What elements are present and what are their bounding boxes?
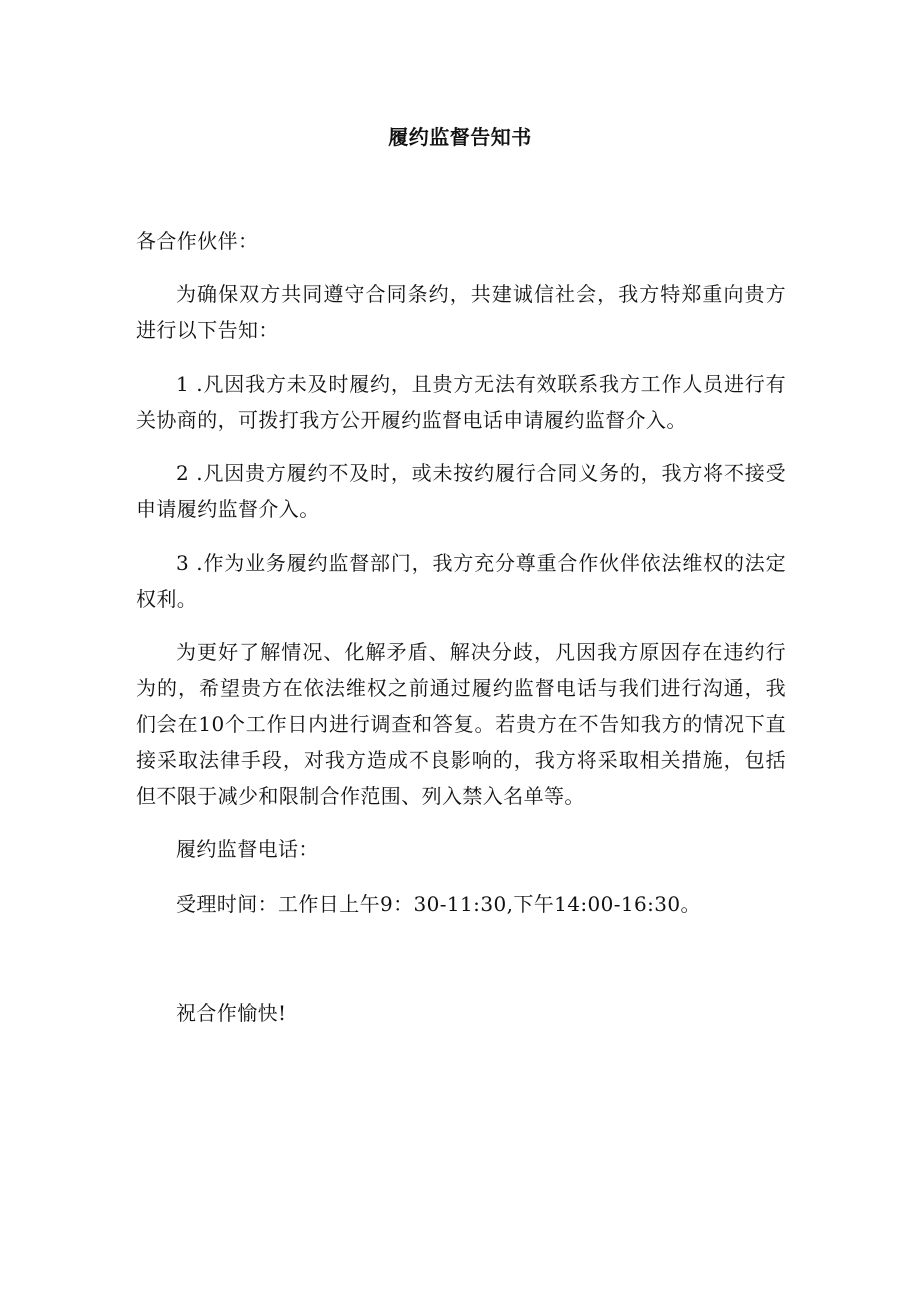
service-hours: 受理时间：工作日上午9：30-11:30,下午14:00-16:30。 [176, 892, 701, 916]
main-paragraph: 为更好了解情况、化解矛盾、解决分歧，凡因我方原因存在违约行为的，希望贵方在依法维权之前通过履约监督电话与我们进行沟通，我们会在10个工作日内进行调查和答复。若贵方在不告知我方的情况下直接采取法律手段，对我方造成不良影响的，我方将采取相关措施，包括但不限于减少和限制合作范围、列入禁入名单等。 [136, 640, 786, 808]
phone-label: 履约监督电话： [176, 837, 319, 861]
closing-line: 祝合作愉快! [176, 1001, 287, 1025]
salutation: 各合作伙伴： [136, 229, 259, 253]
document-title: 履约监督告知书 [388, 125, 532, 149]
notice-item-2: 2 .凡因贵方履约不及时，或未按约履行合同义务的，我方将不接受申请履约监督介入。 [136, 461, 786, 521]
notice-item-3: 3 .作为业务履约监督部门，我方充分尊重合作伙伴依法维权的法定权利。 [136, 551, 786, 611]
intro-paragraph: 为确保双方共同遵守合同条约，共建诚信社会，我方特郑重向贵方进行以下告知： [136, 282, 786, 342]
notice-item-1: 1 .凡因我方未及时履约，且贵方无法有效联系我方工作人员进行有关协商的，可拨打我方公开履约监督电话申请履约监督介入。 [136, 372, 786, 432]
